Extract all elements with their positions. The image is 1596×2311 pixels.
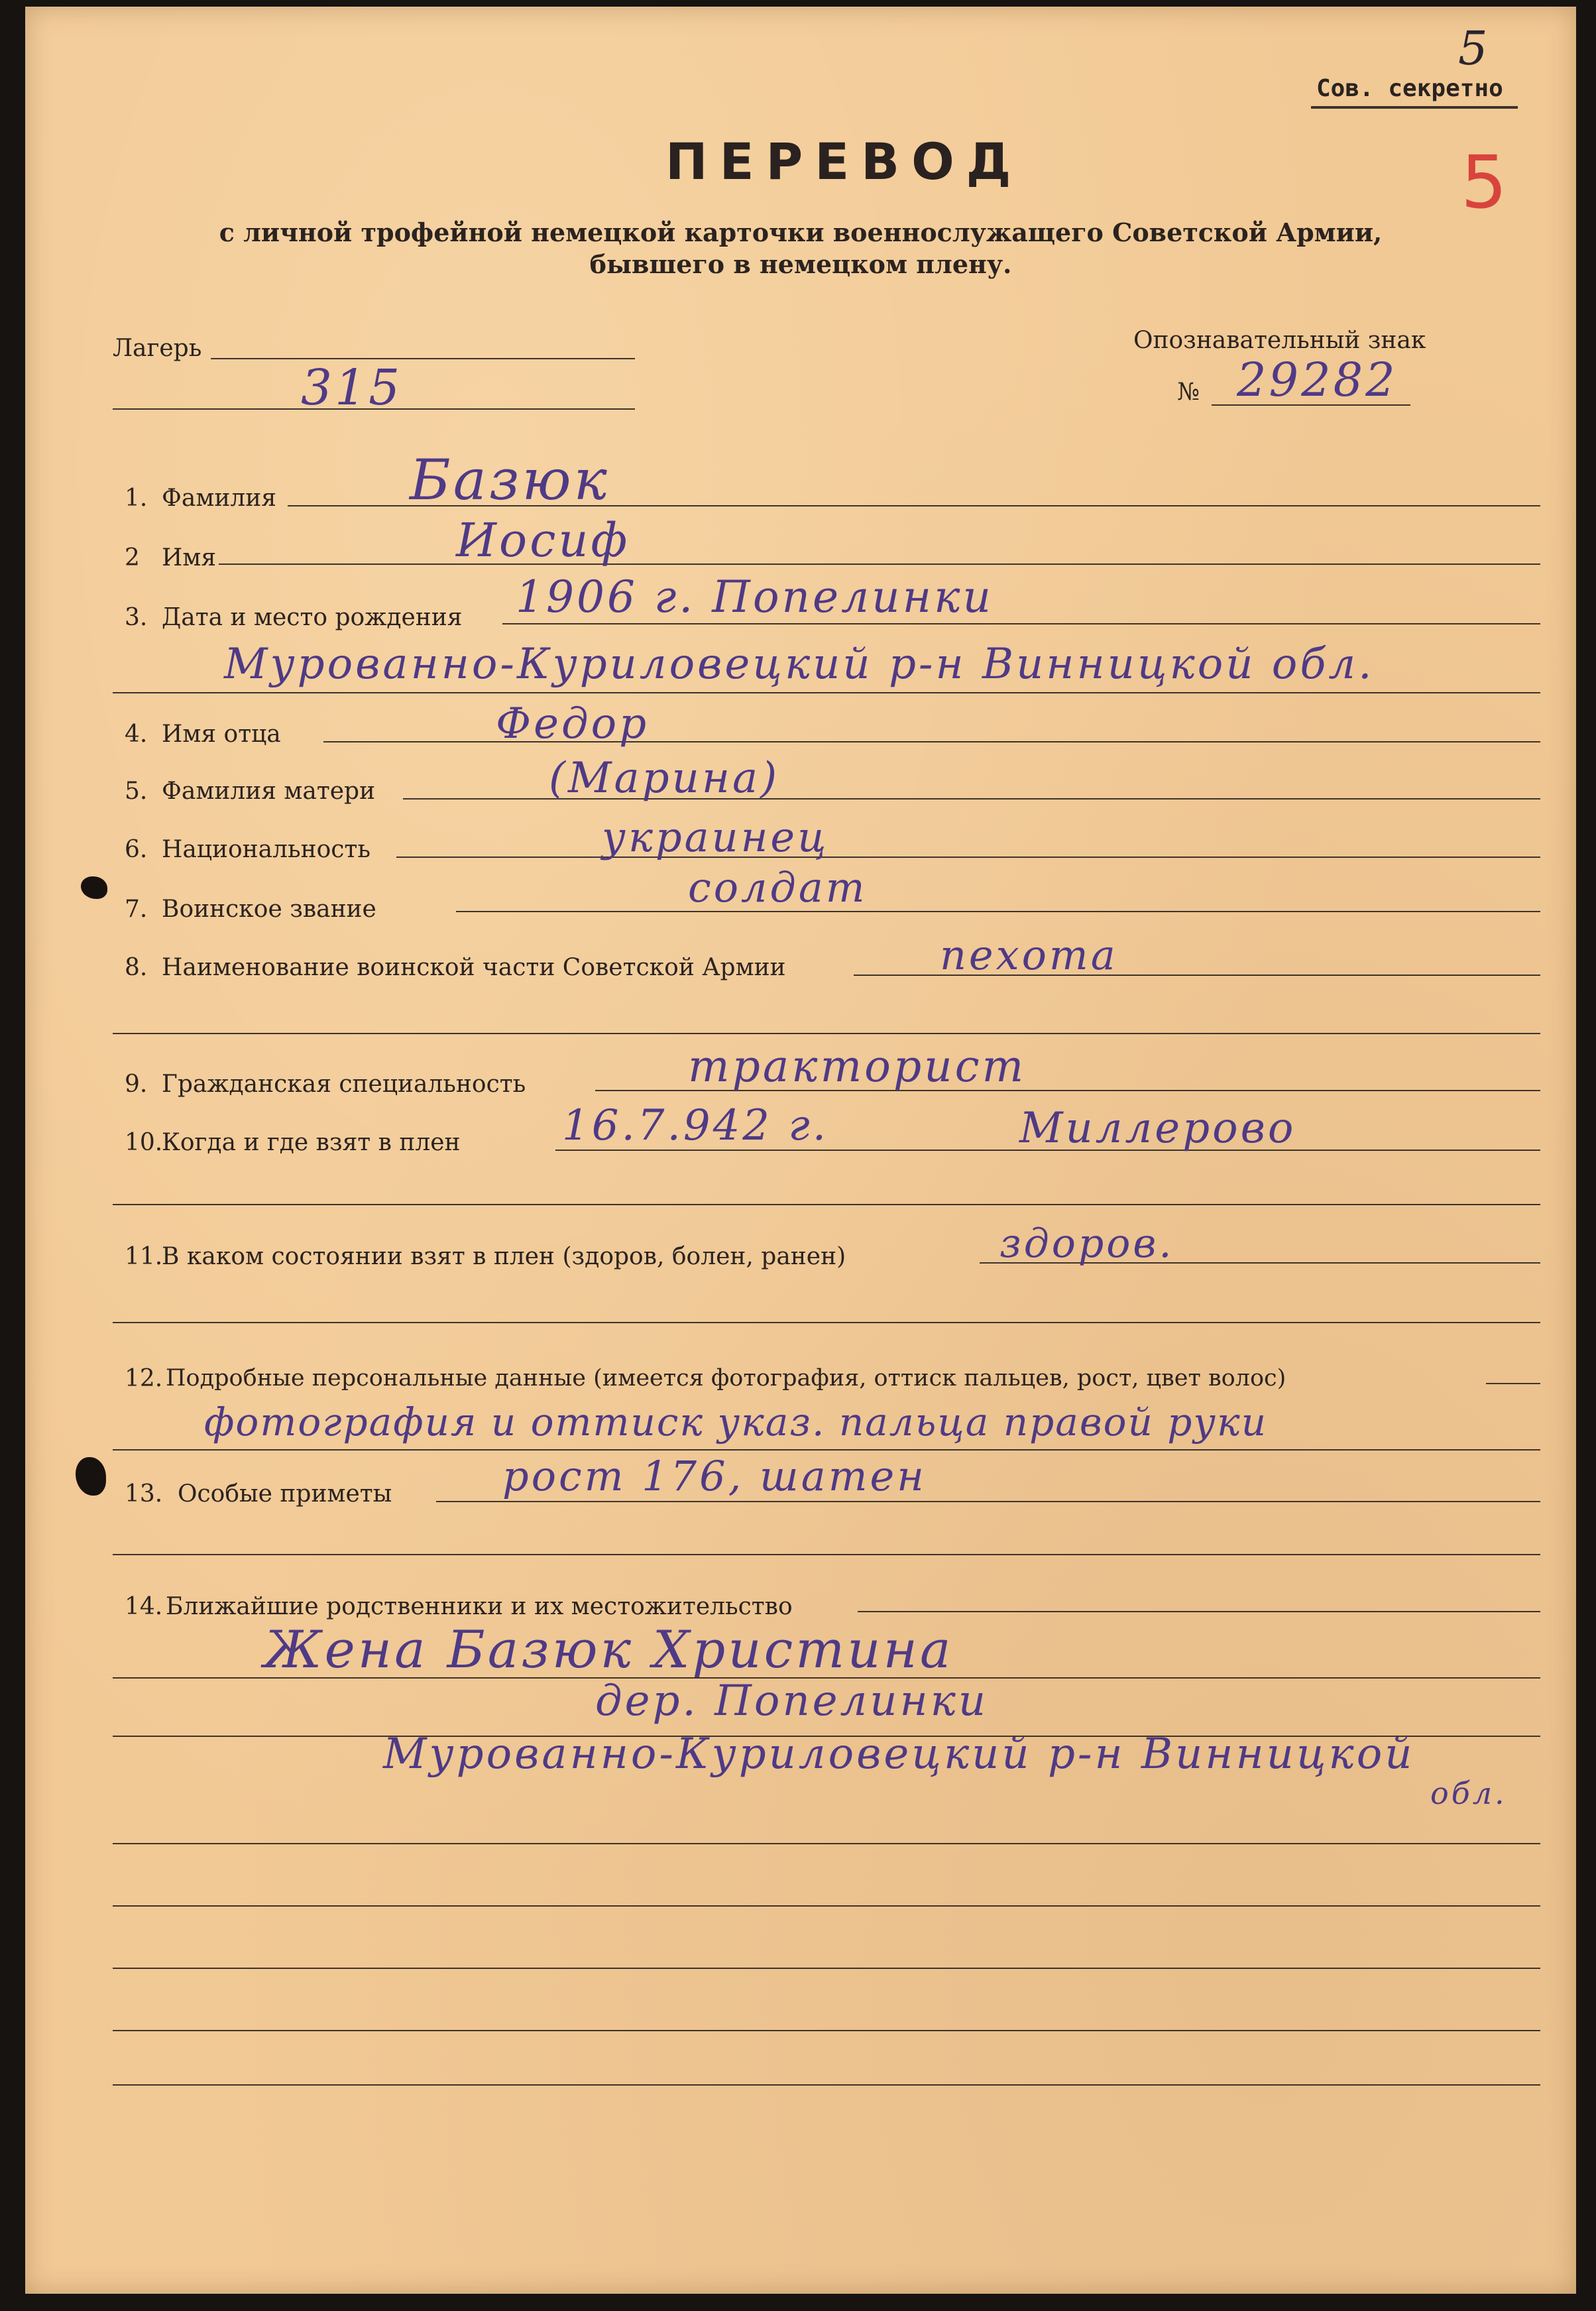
field-14-number: 14. bbox=[125, 1593, 163, 1620]
field-12-line bbox=[1486, 1383, 1540, 1384]
field-4-value: Федор bbox=[496, 699, 650, 748]
field-2-number: 2 bbox=[125, 544, 140, 571]
tag-number-prefix: № bbox=[1177, 379, 1200, 406]
field-4-number: 4. bbox=[125, 721, 148, 748]
field-13-line-2 bbox=[113, 1554, 1540, 1555]
page-subtitle-line1: с личной трофейной немецкой карточки военнослужащего Советской Армии, bbox=[219, 217, 1383, 247]
tag-value: 29282 bbox=[1237, 353, 1398, 407]
field-13-label: Особые приметы bbox=[178, 1480, 392, 1508]
field-8-value: пехота bbox=[940, 931, 1118, 979]
field-14-label: Ближайшие родственники и их местожительство bbox=[166, 1593, 793, 1620]
field-5-number: 5. bbox=[125, 778, 148, 805]
field-1-label: Фамилия bbox=[162, 485, 276, 512]
camp-line-1 bbox=[211, 358, 635, 359]
field-6-label: Национальность bbox=[162, 836, 370, 863]
field-12-line-2 bbox=[113, 1449, 1540, 1451]
field-10-value: 16.7.942 г. bbox=[562, 1101, 829, 1150]
field-14-line-6 bbox=[113, 1968, 1540, 1969]
field-14-line-8 bbox=[113, 2084, 1540, 2086]
field-11-value: здоров. bbox=[999, 1220, 1174, 1267]
field-7-line bbox=[456, 911, 1540, 912]
field-12-number: 12. bbox=[125, 1365, 163, 1392]
field-14-line-4 bbox=[113, 1843, 1540, 1844]
field-3-value-line2: Мурованно-Куриловецкий р-н Винницкой обл. bbox=[224, 640, 1375, 689]
field-5-label: Фамилия матери bbox=[162, 778, 376, 805]
ink-blot-2 bbox=[76, 1457, 106, 1496]
field-1-number: 1. bbox=[125, 485, 148, 512]
field-7-label: Воинское звание bbox=[162, 896, 376, 923]
field-13-line bbox=[436, 1501, 1540, 1502]
field-2-line bbox=[219, 563, 1540, 565]
field-14-line-5 bbox=[113, 1905, 1540, 1907]
field-14-value-line2: дер. Попелинки bbox=[595, 1677, 989, 1726]
camp-line-2 bbox=[113, 408, 635, 410]
field-8-label: Наименование воинской части Советской Армии bbox=[162, 954, 786, 981]
field-3-number: 3. bbox=[125, 604, 148, 631]
field-1-value: Базюк bbox=[410, 447, 610, 512]
field-3-line-2 bbox=[113, 692, 1540, 693]
field-9-number: 9. bbox=[125, 1071, 148, 1098]
classification-underline bbox=[1311, 106, 1518, 109]
tag-label: Опознавательный знак bbox=[1133, 327, 1426, 354]
field-3-value: 1906 г. Попелинки bbox=[516, 571, 994, 622]
field-10-value-place: Миллерово bbox=[1019, 1104, 1296, 1153]
field-5-value: (Марина) bbox=[549, 754, 780, 803]
field-6-number: 6. bbox=[125, 836, 148, 863]
page-subtitle-line2: бывшего в немецком плену. bbox=[589, 249, 1012, 279]
field-3-line bbox=[502, 623, 1540, 624]
field-11-line-2 bbox=[113, 1322, 1540, 1323]
field-9-value: тракторист bbox=[688, 1041, 1027, 1092]
field-7-number: 7. bbox=[125, 896, 148, 923]
field-14-line-7 bbox=[113, 2030, 1540, 2031]
field-10-label: Когда и где взят в плен bbox=[162, 1129, 461, 1156]
field-13-number: 13. bbox=[125, 1480, 163, 1508]
classification-stamp: Сов. секретно bbox=[1316, 75, 1503, 102]
field-10-number: 10. bbox=[125, 1129, 163, 1156]
red-archive-number: 5 bbox=[1461, 140, 1507, 225]
field-8-line-2 bbox=[113, 1033, 1540, 1034]
camp-label: Лагерь bbox=[113, 335, 202, 362]
field-7-value: солдат bbox=[688, 863, 868, 912]
page-number: 5 bbox=[1458, 21, 1491, 76]
field-14-value-line4: обл. bbox=[1430, 1775, 1507, 1811]
field-13-value: рост 176, шатен bbox=[502, 1452, 927, 1500]
field-14-value: Жена Базюк Христина bbox=[264, 1620, 954, 1680]
field-3-label: Дата и место рождения bbox=[162, 604, 463, 631]
field-2-label: Имя bbox=[162, 544, 217, 571]
field-11-number: 11. bbox=[125, 1243, 163, 1270]
field-14-value-line3: Мурованно-Куриловецкий р-н Винницкой bbox=[383, 1730, 1415, 1779]
field-9-label: Гражданская специальность bbox=[162, 1071, 526, 1098]
ink-blot-1 bbox=[81, 876, 107, 899]
document-sheet bbox=[25, 7, 1576, 2294]
camp-value: 315 bbox=[301, 359, 403, 416]
field-14-line bbox=[858, 1611, 1540, 1612]
page-title: ПЕРЕВОД bbox=[665, 132, 1023, 191]
field-6-line bbox=[396, 857, 1540, 858]
field-12-value: фотография и оттиск указ. пальца правой руки bbox=[204, 1399, 1268, 1445]
field-4-label: Имя отца bbox=[162, 721, 281, 748]
field-6-value: украинец bbox=[602, 813, 829, 861]
field-10-line-2 bbox=[113, 1204, 1540, 1205]
field-12-label: Подробные персональные данные (имеется фотография, оттиск пальцев, рост, цвет волос) bbox=[166, 1365, 1286, 1392]
field-11-label: В каком состоянии взят в плен (здоров, болен, ранен) bbox=[162, 1243, 846, 1270]
field-2-value: Иосиф bbox=[456, 513, 630, 567]
field-8-number: 8. bbox=[125, 954, 148, 981]
